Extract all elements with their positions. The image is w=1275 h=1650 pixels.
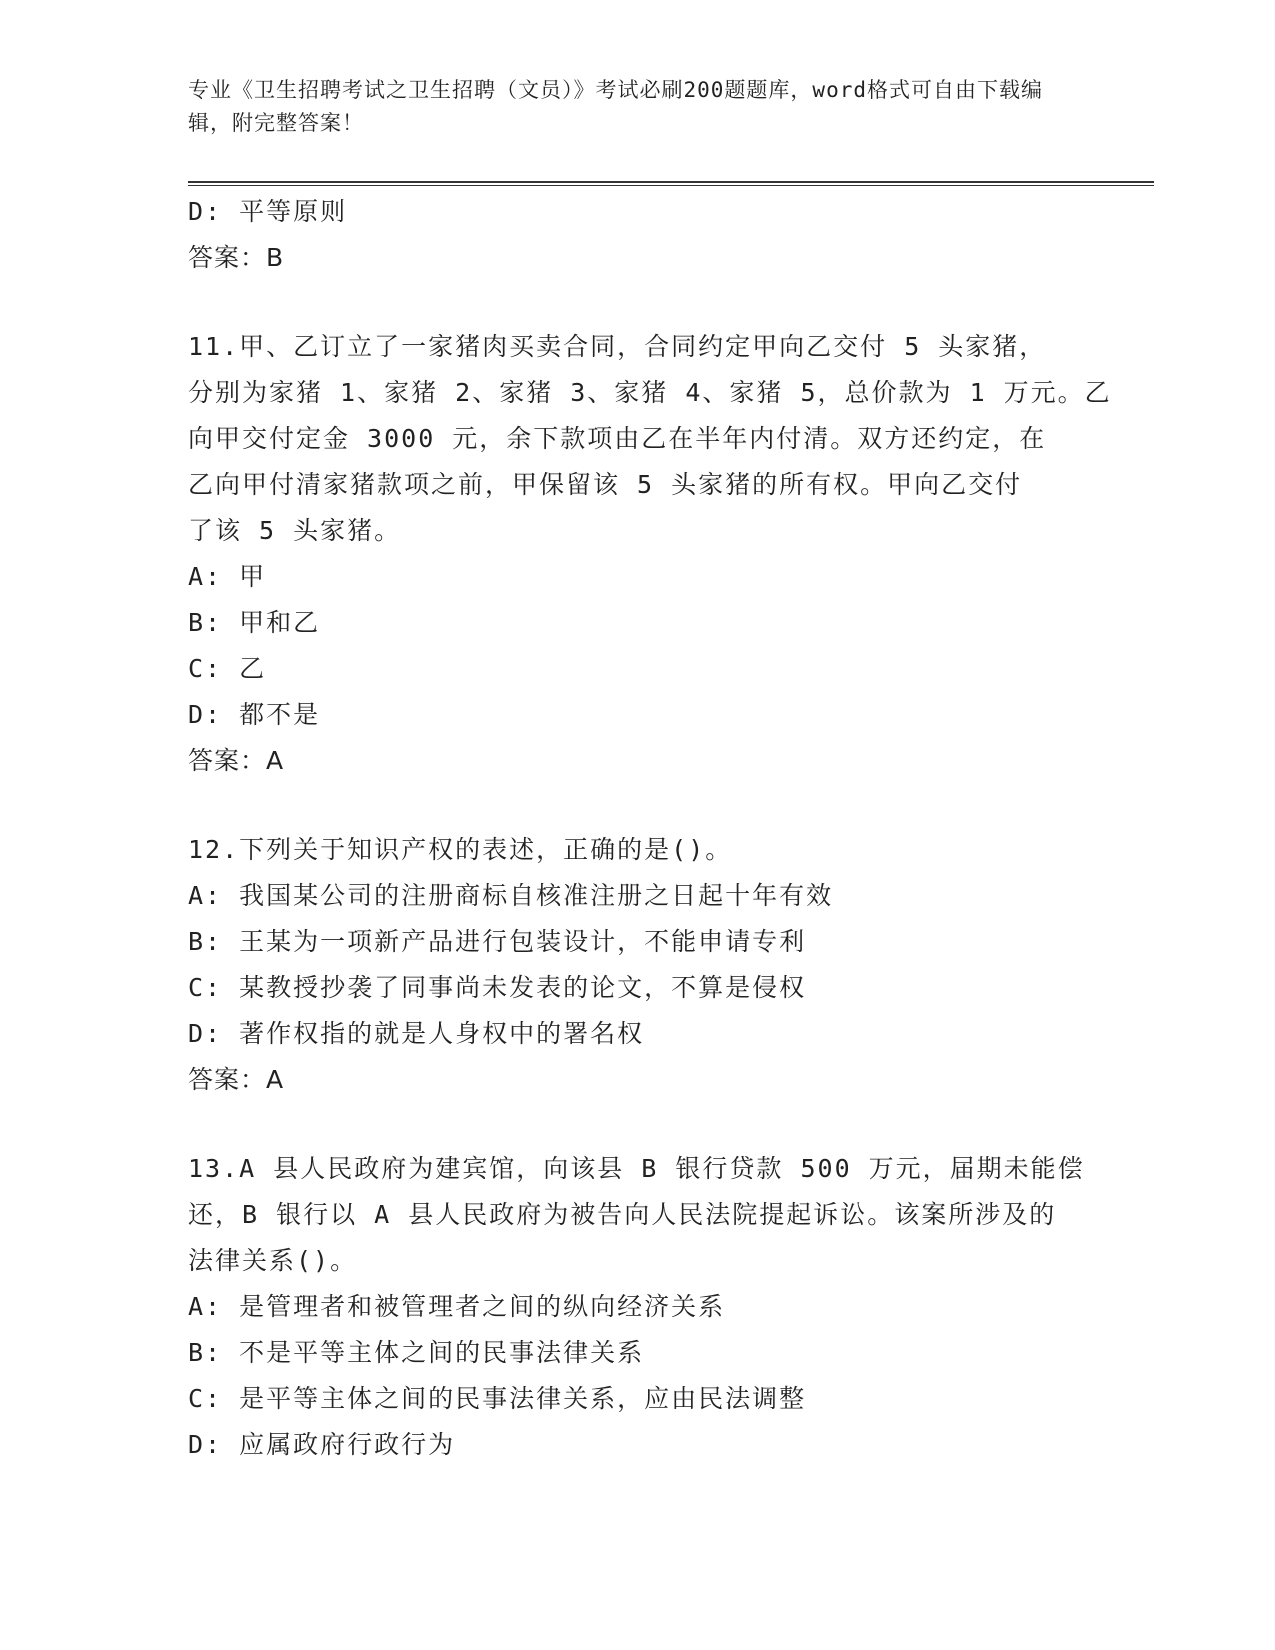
stem-line: 法律关系()。	[188, 1246, 358, 1275]
document-header: 专业《卫生招聘考试之卫生招聘（文员）》考试必刷200题题库，word格式可自由下载编辑，附完整答案！	[188, 78, 1043, 135]
question-stem	[188, 324, 1112, 554]
question-12	[188, 827, 1088, 1103]
option-a: A: 我国某公司的注册商标自核准注册之日起十年有效	[188, 881, 834, 910]
option-c: C: 某教授抄袭了同事尚未发表的论文，不算是侵权	[188, 973, 807, 1002]
stem-line: 12.下列关于知识产权的表述，正确的是()。	[188, 835, 733, 864]
prev-answer: 答案：B	[188, 243, 285, 272]
header-rule-thick	[188, 181, 1154, 183]
prev-option-d: D: 平等原则	[188, 197, 348, 226]
option-a: A: 是管理者和被管理者之间的纵向经济关系	[188, 1292, 726, 1321]
question-stem	[188, 827, 1088, 873]
stem-line: 向甲交付定金 3000 元，余下款项由乙在半年内付清。双方还约定，在	[188, 424, 1047, 453]
option-b: B: 不是平等主体之间的民事法律关系	[188, 1338, 645, 1367]
option-a: A: 甲	[188, 562, 267, 591]
header-rule-thin	[188, 185, 1154, 186]
option-c: C: 乙	[188, 654, 267, 683]
question-stem	[188, 1146, 1088, 1284]
stem-line: 还，B 银行以 A 县人民政府为被告向人民法院提起诉讼。该案所涉及的	[188, 1200, 1057, 1229]
question-11	[188, 324, 1112, 784]
option-d: D: 都不是	[188, 700, 321, 729]
stem-line: 分别为家猪 1、家猪 2、家猪 3、家猪 4、家猪 5，总价款为 1 万元。乙	[188, 378, 1112, 407]
option-b: B: 甲和乙	[188, 608, 321, 637]
option-d: D: 著作权指的就是人身权中的署名权	[188, 1019, 645, 1048]
option-b: B: 王某为一项新产品进行包装设计，不能申请专利	[188, 927, 807, 956]
stem-line: 乙向甲付清家猪款项之前，甲保留该 5 头家猪的所有权。甲向乙交付	[188, 470, 1023, 499]
stem-line: 13.A 县人民政府为建宾馆，向该县 B 银行贷款 500 万元，届期未能偿	[188, 1154, 1085, 1183]
stem-line: 11.甲、乙订立了一家猪肉买卖合同，合同约定甲向乙交付 5 头家猪，	[188, 332, 1047, 361]
stem-line: 了该 5 头家猪。	[188, 516, 402, 545]
question-13	[188, 1146, 1088, 1468]
answer: 答案：A	[188, 1065, 285, 1094]
question-list	[188, 189, 1112, 1468]
option-c: C: 是平等主体之间的民事法律关系，应由民法调整	[188, 1384, 807, 1413]
option-d: D: 应属政府行政行为	[188, 1430, 456, 1459]
answer: 答案：A	[188, 746, 285, 775]
